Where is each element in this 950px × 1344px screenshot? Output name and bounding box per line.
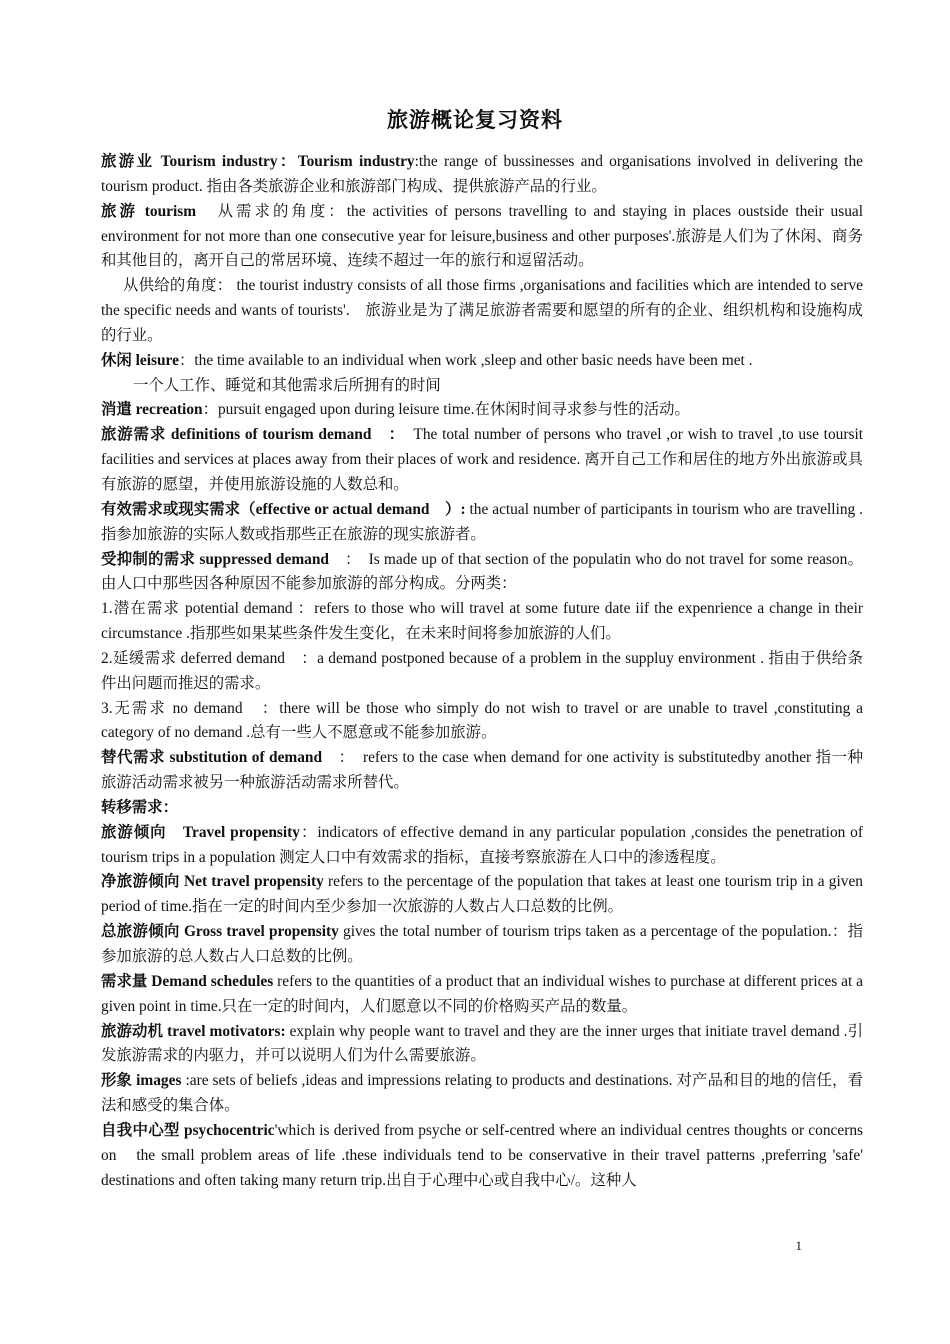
definition-paragraph xyxy=(101,697,863,747)
definition-text: ：indicators of effective demand in any particular population ,consides the penetration of tourism trips in a population 测定人口中有效需求的指标，直接考察旅游在人口中的渗透程度。 xyxy=(101,823,863,866)
definition-paragraph xyxy=(101,970,863,1020)
definition-paragraph xyxy=(101,821,863,871)
definition-term: 转移需求： xyxy=(101,798,178,816)
definition-text: gives the total number of tourism trips taken as a percentage of the population.：指参加旅游的总人数占人口总数的比例。 xyxy=(101,923,863,965)
definition-paragraph xyxy=(101,870,863,920)
definition-text: ： refers to the case when demand for one activity is substitutedby another 指一种旅游活动需求被另一种旅游活动需求所替代。 xyxy=(101,749,864,792)
definition-term: 净旅游倾向 Net travel propensity xyxy=(101,873,324,891)
definition-paragraph xyxy=(101,1119,863,1194)
definition-paragraph xyxy=(101,150,863,200)
definition-paragraph xyxy=(101,548,863,598)
definition-text: 3.无需求 no demand ：there will be those who simply do not wish to travel or are unable to travel ,constituting a category of no demand .总有一些人不愿意或不能参加旅游。 xyxy=(101,699,863,742)
definition-paragraph xyxy=(101,647,863,697)
definition-text: 一个人工作、睡觉和其他需求后所拥有的时间 xyxy=(133,376,441,394)
definition-text: 从需求的角度：the activities of persons travelling to and staying in places oustside their usual environment for not more than one consecutive year for leisure,business and other purposes'.旅游是人们为了休闲、商务和其他目的，离开自己的常居环境、连续不超过一年的旅行和逗留活动。 xyxy=(101,202,863,270)
definition-text: :the range of bussinesses and organisations involved in delivering the tourism product. 指由各类旅游企业和旅游部门构成、提供旅游产品的行业。 xyxy=(101,153,863,195)
definition-paragraph xyxy=(101,920,863,970)
definition-text: ： Is made up of that section of the populatin who do not travel for some reason。由人口中那些因各种原因不能参加旅游的部分构成。分两类： xyxy=(101,550,863,593)
document-body xyxy=(101,150,863,1193)
definition-term: 受抑制的需求 suppressed demand xyxy=(101,550,329,568)
definition-text: ：the time available to an individual when work ,sleep and other basic needs have been met . xyxy=(178,351,753,369)
definition-paragraph xyxy=(101,374,863,399)
definition-term: 有效需求或现实需求（effective or actual demand ）: xyxy=(101,500,466,518)
definition-text: 从供给的角度： the tourist industry consists of all those firms ,organisations and facilities which are intended to serve the specific needs and wants of tourists'. 旅游业是为了满足旅游者需要和愿望的所有的企业、组织机构和设施构成的行业。 xyxy=(101,277,863,344)
definition-term: 旅游 tourism xyxy=(101,202,197,220)
definition-paragraph xyxy=(101,597,863,647)
definition-term: 需求量 Demand schedules xyxy=(101,972,274,990)
definition-term: 形象 images xyxy=(101,1072,182,1090)
definition-paragraph xyxy=(101,1069,863,1119)
definition-text: :are sets of beliefs ,ideas and impressions relating to products and destinations. 对产品和目的地的信任，看法和感受的集合体。 xyxy=(101,1072,863,1115)
page-number: 1 xyxy=(795,1238,802,1253)
definition-paragraph xyxy=(101,423,863,498)
definition-paragraph xyxy=(101,498,863,548)
definition-text: refers to the quantities of a product that an individual wishes to purchase at different prices at a given point in time.只在一定的时间内，人们愿意以不同的价格购买产品的数量。 xyxy=(101,972,864,1015)
definition-term: 旅游动机 travel motivators: xyxy=(101,1022,286,1040)
definition-paragraph xyxy=(101,1020,863,1070)
definition-term: 消遣 recreation xyxy=(101,401,203,419)
definition-paragraph xyxy=(101,746,863,796)
definition-text: The total number of persons who travel ,or wish to travel ,to use toursit facilities and services at places away from their places of work and residence. 离开自己工作和居住的地方外出旅游或具有旅游的愿望，并使用旅游设施的人数总和。 xyxy=(101,426,863,493)
definition-term: 替代需求 substitution of demand xyxy=(101,749,323,767)
definition-text: the actual number of participants in tourism who are travelling . 指参加旅游的实际人数或指那些正在旅游的现实旅游者。 xyxy=(101,500,863,543)
definition-text: 2.延缓需求 deferred demand ：a demand postponed because of a problem in the suppluy environment . 指由于供给条件出问题而推迟的需求。 xyxy=(101,649,863,692)
definition-paragraph xyxy=(101,200,863,275)
definition-text: explain why people want to travel and they are the inner urges that initiate travel demand .引发旅游需求的内驱力，并可以说明人们为什么需要旅游。 xyxy=(101,1022,863,1065)
definition-term: 旅游倾向 Travel propensity xyxy=(101,823,301,841)
definition-term: 旅游需求 definitions of tourism demand ： xyxy=(101,426,398,444)
definition-paragraph xyxy=(101,274,863,349)
definition-paragraph xyxy=(101,349,863,374)
definition-paragraph xyxy=(101,398,863,423)
definition-paragraph xyxy=(101,796,863,821)
definition-text: ：pursuit engaged upon during leisure time.在休闲时间寻求参与性的活动。 xyxy=(202,401,690,419)
definition-text: refers to the percentage of the population that takes at least one tourism trip in a given period of time.指在一定的时间内至少参加一次旅游的人数占人口总数的比例。 xyxy=(101,873,863,916)
definition-term: 休闲 leisure xyxy=(101,351,179,369)
definition-term: 总旅游倾向 Gross travel propensity xyxy=(101,923,339,941)
definition-term: 自我中心型 psychocentric xyxy=(101,1121,275,1139)
definition-term: 旅游业 Tourism industry：Tourism industry xyxy=(101,153,415,170)
definition-text: 'which is derived from psyche or self-centred where an individual centres thoughts or concerns on the small problem areas of life .these individuals tend to be conservative in their travel patterns ,preferring 'safe' destinations and often taking many return trip.出自于心理中心或自我中心/。这种人 xyxy=(101,1121,864,1189)
document-title: 旅游概论复习资料 xyxy=(387,108,563,132)
definition-text: 1.潜在需求 potential demand ：refers to those who will travel at some future date iif the expenrience a change in their circumstance .指那些如果某些条件发生变化，在未来时间将参加旅游的人们。 xyxy=(101,600,863,643)
